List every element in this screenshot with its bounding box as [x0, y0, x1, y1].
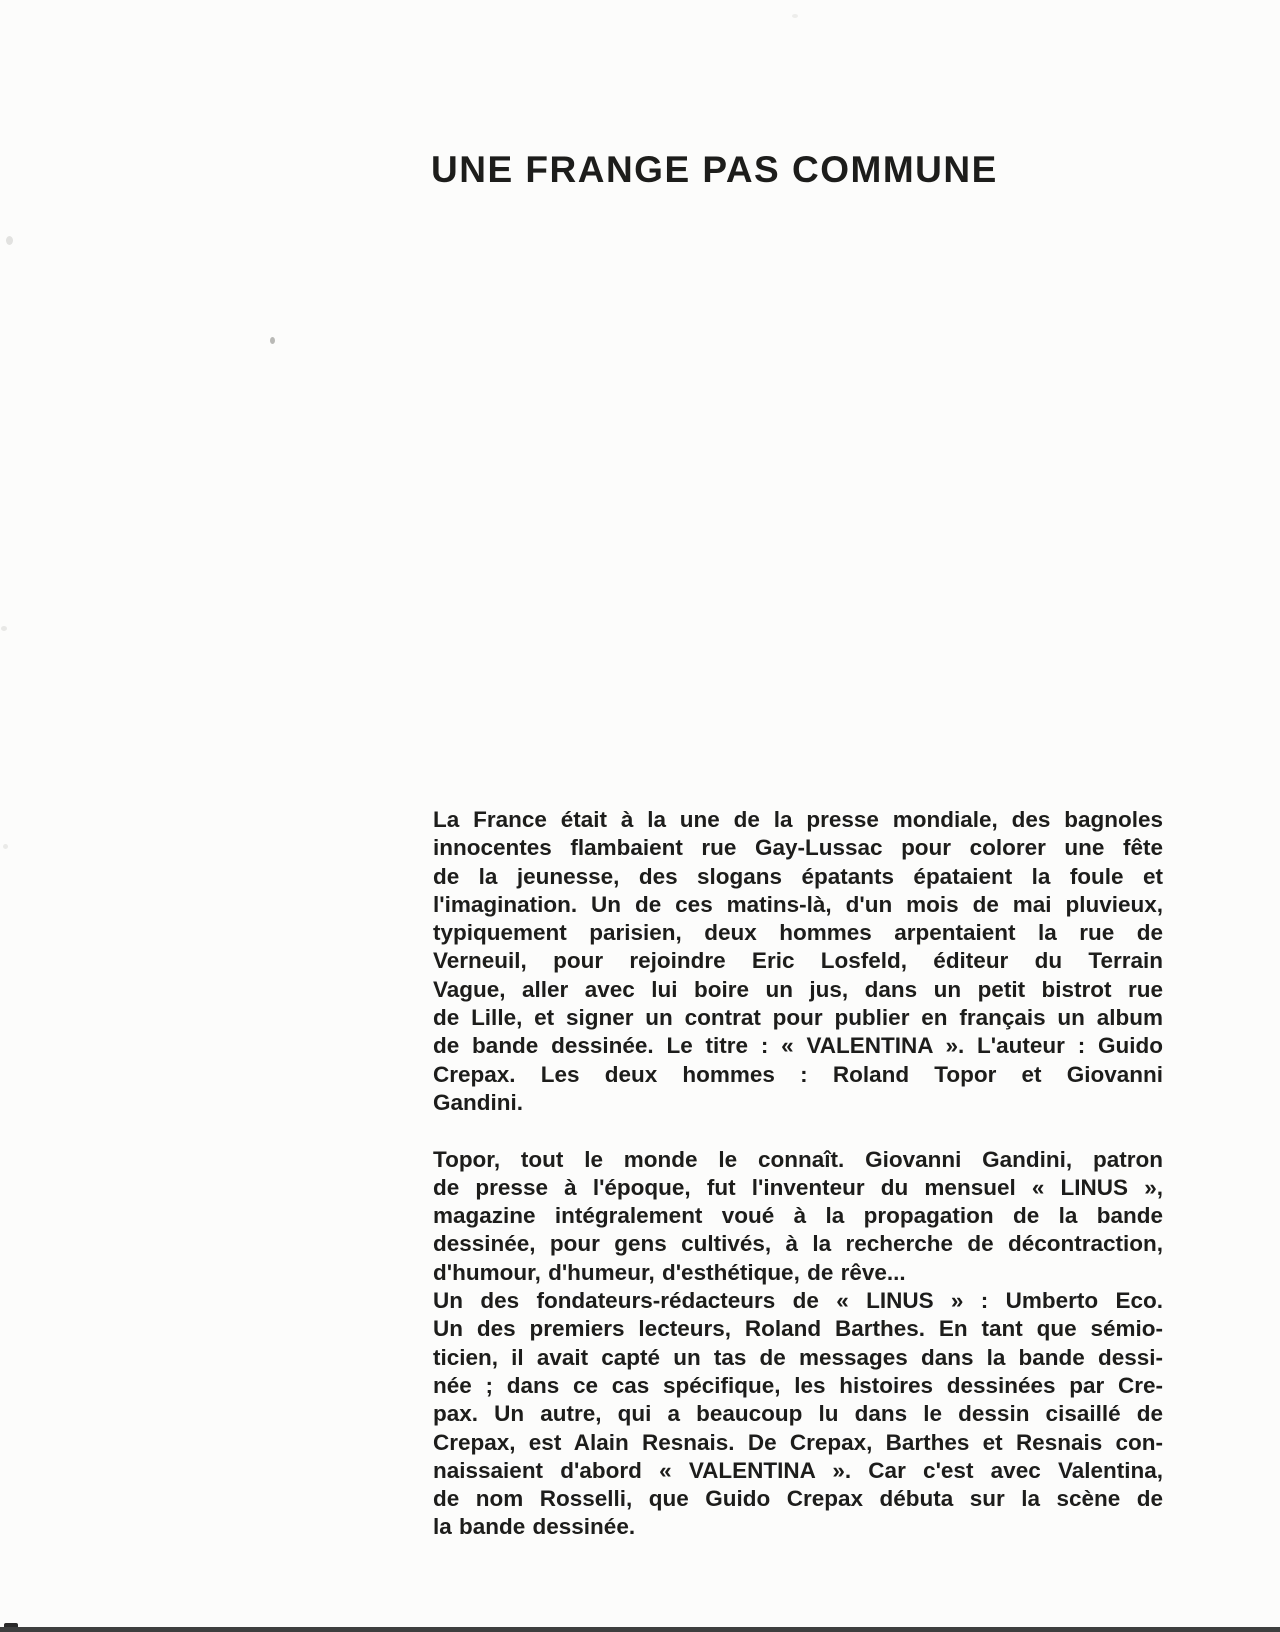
text-line: Topor, tout le monde le connaît. Giovanni Gandini, patron: [433, 1146, 1163, 1172]
text-line: de bande dessinée. Le titre : « VALENTINA ». L'auteur : Guido: [433, 1033, 1163, 1059]
text-line: naissaient d'abord « VALENTINA ». Car c'est avec Valentina,: [433, 1457, 1163, 1483]
text-line: Un des fondateurs-rédacteurs de « LINUS » : Umberto Eco.: [433, 1288, 1163, 1314]
text-line: d'humour, d'humeur, d'esthétique, de rêve...: [433, 1259, 906, 1285]
scan-speck: [1, 626, 7, 631]
text-line: de Lille, et signer un contrat pour publier en français un album: [433, 1005, 1163, 1031]
text-line: ticien, il avait capté un tas de messages dans la bande dessi-: [433, 1344, 1163, 1370]
text-line: l'imagination. Un de ces matins-là, d'un mois de mai pluvieux,: [433, 891, 1163, 917]
paragraph: [433, 806, 1163, 1117]
text-line: de nom Rosselli, que Guido Crepax débuta sur la scène de: [433, 1486, 1163, 1512]
text-line: typiquement parisien, deux hommes arpentaient la rue de: [433, 920, 1163, 946]
text-line: magazine intégralement voué à la propagation de la bande: [433, 1203, 1163, 1229]
scan-speck: [270, 337, 275, 344]
text-line: La France était à la une de la presse mondiale, des bagnoles: [433, 807, 1163, 832]
text-line: Crepax. Les deux hommes : Roland Topor et Giovanni: [433, 1061, 1163, 1087]
text-line: Un des premiers lecteurs, Roland Barthes. En tant que sémio-: [433, 1316, 1163, 1342]
text-line: Vague, aller avec lui boire un jus, dans un petit bistrot rue: [433, 976, 1163, 1002]
page-title: UNE FRANGE PAS COMMUNE: [431, 148, 998, 190]
scan-speck: [792, 14, 798, 18]
text-line: née ; dans ce cas spécifique, les histoires dessinées par Cre-: [433, 1372, 1163, 1398]
text-line: de presse à l'époque, fut l'inventeur du mensuel « LINUS »,: [433, 1174, 1163, 1200]
scan-speck: [6, 236, 13, 245]
text-line: la bande dessinée.: [433, 1514, 636, 1540]
text-line: pax. Un autre, qui a beaucoup lu dans le dessin cisaillé de: [433, 1401, 1163, 1427]
text-line: Crepax, est Alain Resnais. De Crepax, Barthes et Resnais con-: [433, 1429, 1163, 1455]
text-line: Gandini.: [433, 1089, 523, 1115]
text-line: dessinée, pour gens cultivés, à la recherche de décontraction,: [433, 1231, 1163, 1257]
text-line: innocentes flambaient rue Gay-Lussac pour colorer une fête: [433, 835, 1163, 861]
scan-speck: [3, 844, 8, 849]
bottom-scan-edge: [0, 1627, 1280, 1632]
paragraph: [433, 1146, 1163, 1542]
text-line: Verneuil, pour rejoindre Eric Losfeld, éditeur du Terrain: [433, 948, 1163, 974]
text-block: [433, 806, 1163, 1542]
text-line: de la jeunesse, des slogans épatants épataient la foule et: [433, 863, 1163, 889]
